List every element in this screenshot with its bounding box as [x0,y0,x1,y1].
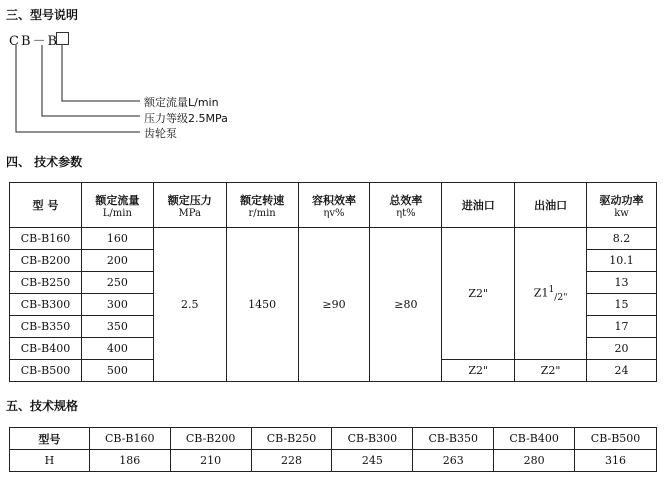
cell-power: 20 [587,338,657,360]
spec-model-cell: CB-B300 [332,428,413,450]
cell-inlet: Z2" [442,360,515,382]
spec-model-cell: CB-B400 [494,428,575,450]
cell-total-eff: ≥80 [370,228,442,382]
tech-params-table [9,182,657,382]
spec-model-cell: CB-B250 [251,428,332,450]
cell-flow: 400 [81,338,153,360]
cell-power: 17 [587,316,657,338]
table-header-row [10,183,657,228]
spec-h-cell: 210 [170,450,251,472]
cell-model: CB-B400 [10,338,82,360]
cell-power: 8.2 [587,228,657,250]
spec-h-cell: 316 [575,450,657,472]
cell-flow: 200 [81,250,153,272]
cell-model: CB-B350 [10,316,82,338]
cell-vol-eff: ≥90 [298,228,370,382]
spec-h-cell: 228 [251,450,332,472]
spec-h-cell: 280 [494,450,575,472]
header-total-eff: 总效率 ηt% [370,183,442,228]
model-code-prefix: CB－B [9,34,60,49]
spec-model-cell: CB-B350 [413,428,494,450]
cell-flow: 350 [81,316,153,338]
header-speed: 额定转速 r/min [226,183,298,228]
cell-model: CB-B500 [10,360,82,382]
cell-model: CB-B300 [10,294,82,316]
cell-outlet: Z2" [515,360,587,382]
spec-h-cell: 186 [89,450,170,472]
cell-model: CB-B200 [10,250,82,272]
spec-model-cell: CB-B500 [575,428,657,450]
callout-pressure: 压力等级2.5MPa [144,112,228,125]
cell-power: 15 [587,294,657,316]
header-outlet: 出油口 [515,183,587,228]
cell-flow: 500 [81,360,153,382]
cell-flow: 250 [81,272,153,294]
cell-model: CB-B160 [10,228,82,250]
spec-model-cell: CB-B160 [89,428,170,450]
cell-model: CB-B250 [10,272,82,294]
header-inlet: 进油口 [442,183,515,228]
cell-flow: 300 [81,294,153,316]
table-row [10,228,657,250]
cell-outlet: $Z1^1_{/2"}$ [515,228,587,360]
cell-inlet: Z2" [442,228,515,360]
cell-power: 13 [587,272,657,294]
section3-heading: 三、型号说明 [6,8,79,22]
section5-heading: 五、技术规格 [6,399,79,413]
header-vol-eff: 容积效率 ηv% [298,183,370,228]
cell-speed: 1450 [226,228,298,382]
spec-h-cell: 263 [413,450,494,472]
header-power: 驱动功率 kw [587,183,657,228]
header-flow: 额定流量 L/min [81,183,153,228]
spec-h-row [10,450,657,472]
spec-row-label: 型号 [10,428,90,450]
spec-h-cell: 245 [332,450,413,472]
section4-heading: 四、 技术参数 [6,155,83,169]
cell-flow: 160 [81,228,153,250]
spec-model-cell: CB-B200 [170,428,251,450]
spec-model-row [10,428,657,450]
header-model: 型 号 [10,183,82,228]
cell-pressure: 2.5 [153,228,226,382]
spec-table [9,427,657,472]
cell-power: 10.1 [587,250,657,272]
cell-power: 24 [587,360,657,382]
spec-h-label: H [10,450,90,472]
callout-flow: 额定流量L/min [144,96,219,109]
callout-pump: 齿轮泵 [144,127,177,140]
header-pressure: 额定压力 MPa [153,183,226,228]
